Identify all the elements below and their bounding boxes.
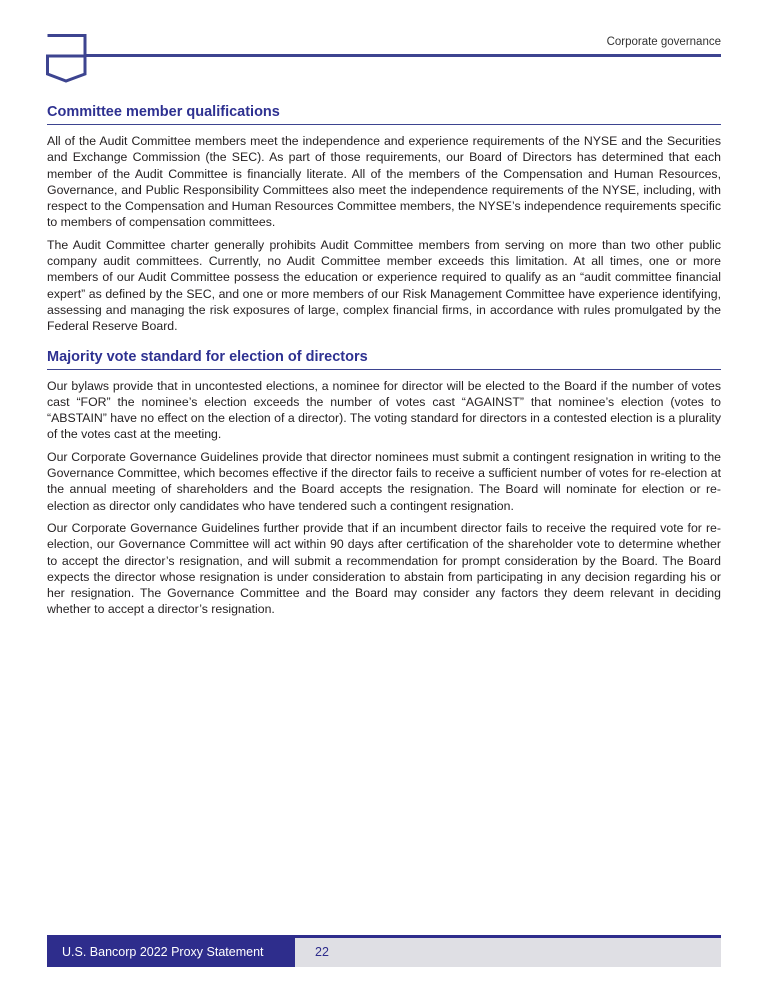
section-heading: Majority vote standard for election of directors bbox=[47, 349, 721, 370]
footer-document-title: U.S. Bancorp 2022 Proxy Statement bbox=[47, 938, 295, 967]
section-heading: Committee member qualifications bbox=[47, 104, 721, 125]
section-label: Corporate governance bbox=[606, 36, 721, 48]
paragraph: Our Corporate Governance Guidelines further provide that if an incumbent director fails to receive the required vote for re-election, our Governance Committee will act within 90 days after certification of the shareholder vote to determine whether to accept the director’s resignation, and will submit a recommendation for prompt consideration by the Board. The Board expects the director whose resignation is under consideration to abstain from participating in any decision regarding his or her resignation. The Governance Committee and the Board may consider any factors they deem relevant in deciding whether to accept a director’s resignation. bbox=[47, 520, 721, 617]
paragraph: The Audit Committee charter generally prohibits Audit Committee members from serving on more than two other public company audit committees. Currently, no Audit Committee member exceeds this limitation. At all times, one or more members of our Audit Committee possess the education or experience required to qualify as an “audit committee financial expert” as defined by the SEC, and one or more members of our Risk Management Committee have experience identifying, assessing and managing the risk exposures of large, complex financial firms, in accordance with rules promulgated by the Federal Reserve Board. bbox=[47, 237, 721, 334]
paragraph: Our bylaws provide that in uncontested elections, a nominee for director will be elected to the Board if the number of votes cast “FOR” the nominee’s election exceeds the number of votes cast “AGAINST” that nominee’s election (votes to “ABSTAIN” have no effect on the election of a director). The voting standard for directors in a contested election is a plurality of the votes cast at the meeting. bbox=[47, 378, 721, 442]
shield-logo-icon bbox=[46, 34, 88, 89]
page-number: 22 bbox=[315, 945, 329, 959]
page-footer bbox=[47, 935, 721, 967]
paragraph: Our Corporate Governance Guidelines provide that director nominees must submit a contingent resignation in writing to the Governance Committee, which becomes effective if the director fails to receive a sufficient number of votes for re-election at the annual meeting of shareholders and the Board accepts the resignation. The Board will nominate for election or re-election as director only candidates who have tendered such a contingent resignation. bbox=[47, 449, 721, 513]
header-rule bbox=[84, 54, 721, 57]
main-content bbox=[47, 104, 721, 624]
paragraph: All of the Audit Committee members meet the independence and experience requirements of the NYSE and the Securities and Exchange Commission (the SEC). As part of those requirements, our Board of Directors has determined that each member of the Audit Committee is financially literate. All of the members of the Compensation and Human Resources, Governance, and Public Responsibility Committees also meet the independence requirements of the NYSE, including, with respect to the Compensation and Human Resources Committee members, the NYSE’s independence requirements specific to members of compensation committees. bbox=[47, 134, 721, 230]
